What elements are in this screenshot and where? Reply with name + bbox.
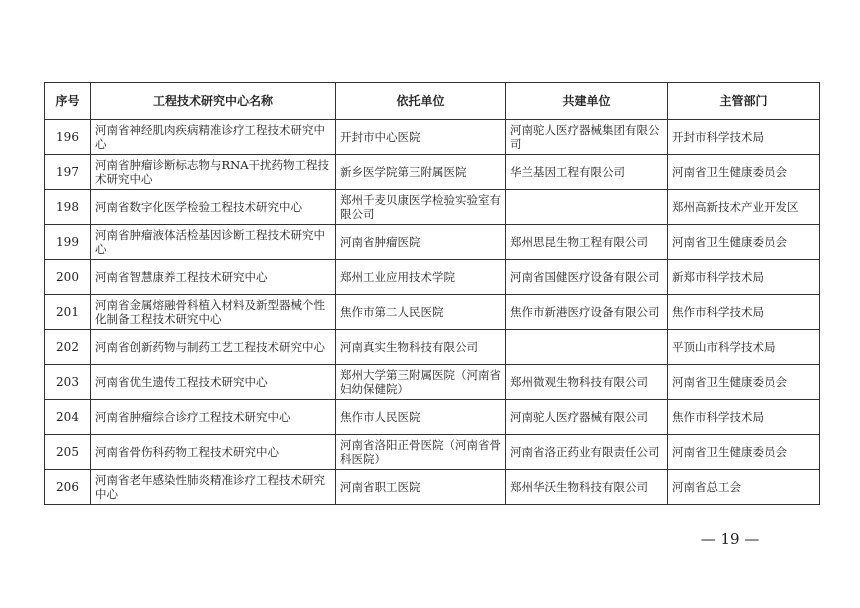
center-list-table bbox=[44, 82, 820, 505]
department: 河南省卫生健康委员会 bbox=[668, 225, 820, 260]
department: 焦作市科学技术局 bbox=[668, 295, 820, 330]
department: 平顶山市科学技术局 bbox=[668, 330, 820, 365]
table-row bbox=[45, 330, 820, 365]
header-number: 序号 bbox=[45, 83, 91, 120]
department: 焦作市科学技术局 bbox=[668, 400, 820, 435]
row-number: 203 bbox=[45, 365, 91, 400]
department: 新郑市科学技术局 bbox=[668, 260, 820, 295]
host-unit: 焦作市人民医院 bbox=[336, 400, 506, 435]
row-number: 205 bbox=[45, 435, 91, 470]
header-host-unit: 依托单位 bbox=[336, 83, 506, 120]
department: 开封市科学技术局 bbox=[668, 120, 820, 155]
partner-unit: 焦作市新港医疗设备有限公司 bbox=[506, 295, 668, 330]
partner-unit bbox=[506, 190, 668, 225]
center-name: 河南省创新药物与制药工艺工程技术研究中心 bbox=[91, 330, 336, 365]
host-unit: 焦作市第二人民医院 bbox=[336, 295, 506, 330]
header-department: 主管部门 bbox=[668, 83, 820, 120]
table-row bbox=[45, 120, 820, 155]
table-row bbox=[45, 155, 820, 190]
row-number: 196 bbox=[45, 120, 91, 155]
partner-unit: 河南省国健医疗设备有限公司 bbox=[506, 260, 668, 295]
department: 河南省卫生健康委员会 bbox=[668, 435, 820, 470]
table-row bbox=[45, 295, 820, 330]
host-unit: 新乡医学院第三附属医院 bbox=[336, 155, 506, 190]
table-header-row bbox=[45, 83, 820, 120]
host-unit: 河南真实生物科技有限公司 bbox=[336, 330, 506, 365]
partner-unit: 河南省洛正药业有限责任公司 bbox=[506, 435, 668, 470]
center-name: 河南省智慧康养工程技术研究中心 bbox=[91, 260, 336, 295]
center-name: 河南省神经肌肉疾病精准诊疗工程技术研究中心 bbox=[91, 120, 336, 155]
table-row bbox=[45, 470, 820, 505]
department: 河南省总工会 bbox=[668, 470, 820, 505]
partner-unit bbox=[506, 330, 668, 365]
row-number: 204 bbox=[45, 400, 91, 435]
partner-unit: 河南驼人医疗器械集团有限公司 bbox=[506, 120, 668, 155]
row-number: 200 bbox=[45, 260, 91, 295]
center-name: 河南省肿瘤综合诊疗工程技术研究中心 bbox=[91, 400, 336, 435]
center-name: 河南省金属熔融骨科植入材料及新型器械个性化制备工程技术研究中心 bbox=[91, 295, 336, 330]
host-unit: 开封市中心医院 bbox=[336, 120, 506, 155]
row-number: 202 bbox=[45, 330, 91, 365]
center-name: 河南省老年感染性肺炎精准诊疗工程技术研究中心 bbox=[91, 470, 336, 505]
page-number: — 19 — bbox=[700, 530, 760, 548]
center-name: 河南省肿瘤液体活检基因诊断工程技术研究中心 bbox=[91, 225, 336, 260]
department: 郑州高新技术产业开发区 bbox=[668, 190, 820, 225]
host-unit: 郑州大学第三附属医院（河南省妇幼保健院） bbox=[336, 365, 506, 400]
table-row bbox=[45, 190, 820, 225]
row-number: 199 bbox=[45, 225, 91, 260]
table-row bbox=[45, 365, 820, 400]
row-number: 201 bbox=[45, 295, 91, 330]
row-number: 206 bbox=[45, 470, 91, 505]
partner-unit: 河南驼人医疗器械有限公司 bbox=[506, 400, 668, 435]
table-row bbox=[45, 260, 820, 295]
department: 河南省卫生健康委员会 bbox=[668, 365, 820, 400]
center-name: 河南省优生遗传工程技术研究中心 bbox=[91, 365, 336, 400]
table-row bbox=[45, 435, 820, 470]
host-unit: 郑州工业应用技术学院 bbox=[336, 260, 506, 295]
partner-unit: 华兰基因工程有限公司 bbox=[506, 155, 668, 190]
table-row bbox=[45, 400, 820, 435]
table-row bbox=[45, 225, 820, 260]
host-unit: 河南省洛阳正骨医院（河南省骨科医院） bbox=[336, 435, 506, 470]
partner-unit: 郑州思昆生物工程有限公司 bbox=[506, 225, 668, 260]
host-unit: 河南省肿瘤医院 bbox=[336, 225, 506, 260]
partner-unit: 郑州微观生物科技有限公司 bbox=[506, 365, 668, 400]
center-name: 河南省骨伤科药物工程技术研究中心 bbox=[91, 435, 336, 470]
center-name: 河南省数字化医学检验工程技术研究中心 bbox=[91, 190, 336, 225]
host-unit: 河南省职工医院 bbox=[336, 470, 506, 505]
partner-unit: 郑州华沃生物科技有限公司 bbox=[506, 470, 668, 505]
center-name: 河南省肿瘤诊断标志物与RNA干扰药物工程技术研究中心 bbox=[91, 155, 336, 190]
header-partner-unit: 共建单位 bbox=[506, 83, 668, 120]
host-unit: 郑州千麦贝康医学检验实验室有限公司 bbox=[336, 190, 506, 225]
row-number: 198 bbox=[45, 190, 91, 225]
header-center-name: 工程技术研究中心名称 bbox=[91, 83, 336, 120]
row-number: 197 bbox=[45, 155, 91, 190]
department: 河南省卫生健康委员会 bbox=[668, 155, 820, 190]
